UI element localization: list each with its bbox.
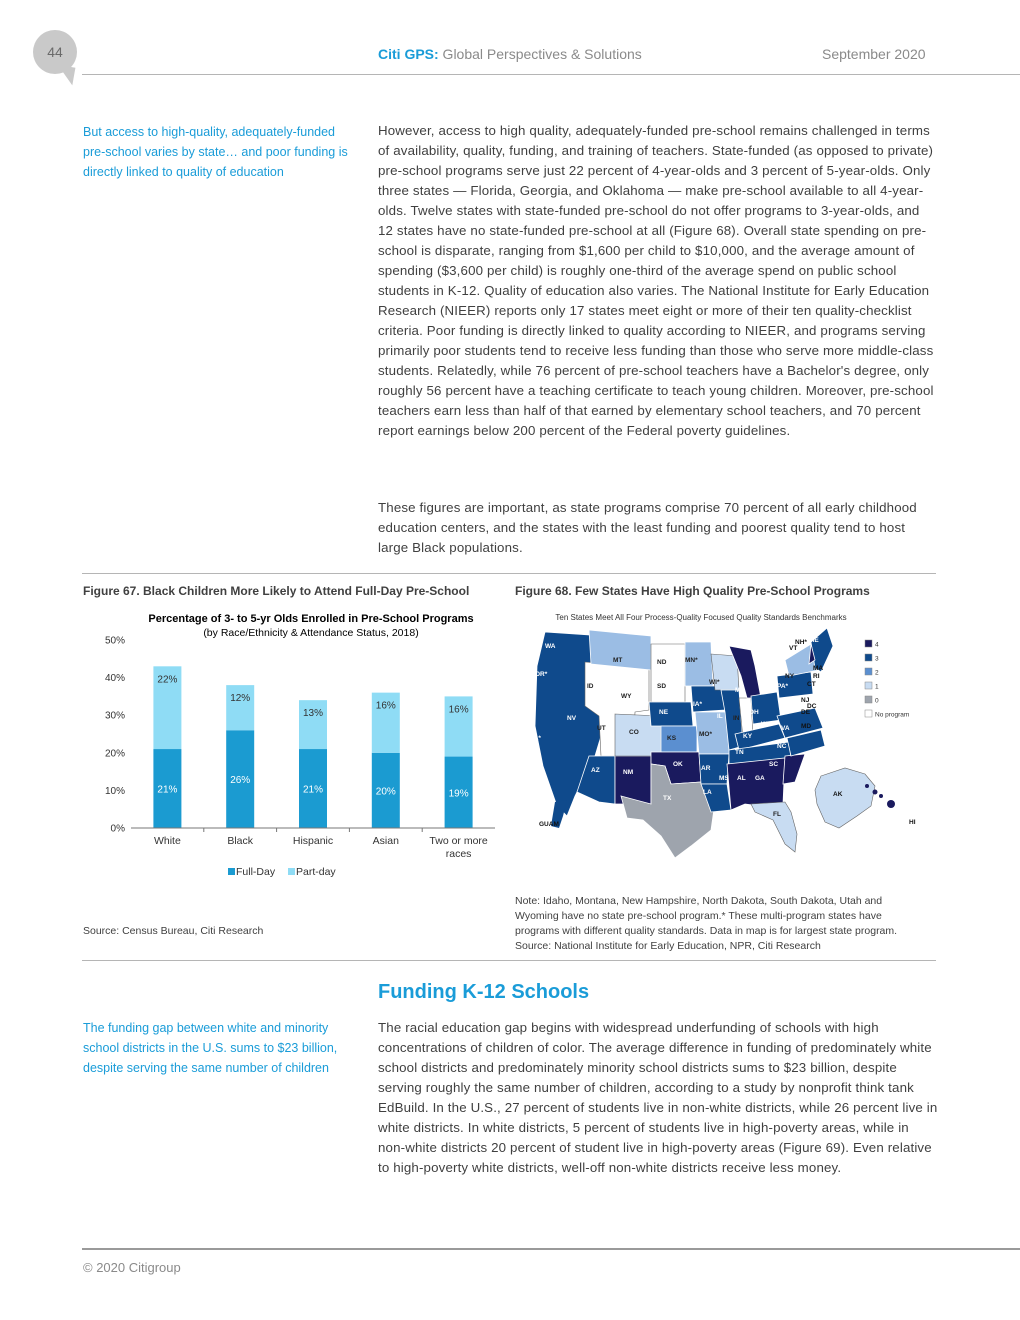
state-label: NM — [623, 769, 634, 776]
page-number: 44 — [47, 44, 63, 60]
sidenote-preschool-access: But access to high-quality, adequately-funded pre-school varies by state… and poor funding is directly linked to quality of education — [83, 125, 348, 179]
chart-legend — [228, 866, 336, 878]
map-region-nebraska — [649, 702, 693, 726]
legend-swatch — [228, 868, 235, 875]
chart-subtitle: (by Race/Ethnicity & Attendance Status, 2018) — [203, 627, 419, 639]
state-label: ND — [657, 659, 667, 666]
state-label: TN — [735, 749, 744, 756]
state-label: MA — [813, 665, 824, 672]
data-label: 13% — [302, 708, 324, 720]
figure67-title: Figure 67. Black Children More Likely to Attend Full-Day Pre-School — [83, 584, 470, 598]
state-label: AK — [833, 791, 843, 798]
page-badge-tail — [55, 65, 76, 86]
header-brand — [378, 46, 642, 62]
hawaii-island-3 — [879, 794, 883, 798]
bar-partday — [226, 685, 254, 730]
state-label: UT — [597, 725, 606, 732]
x-tick-label: White — [153, 835, 181, 847]
state-label: VT — [789, 645, 798, 652]
footer-copyright: © 2020 Citigroup — [83, 1260, 181, 1275]
brand-name: Citi GPS: — [378, 46, 439, 62]
data-label: 16% — [448, 704, 469, 716]
map-region-new-mexico — [615, 756, 651, 804]
figure67-bar-chart — [83, 606, 503, 886]
map-legend-swatch — [865, 696, 872, 703]
state-label: OK — [673, 761, 683, 768]
y-axis — [105, 636, 125, 835]
state-label: MD — [801, 723, 812, 730]
y-tick-label: 30% — [104, 710, 125, 722]
state-label: AR — [701, 765, 711, 772]
footer-rule — [82, 1248, 1020, 1250]
map-legend-swatch — [865, 682, 872, 689]
state-label: OH — [749, 709, 759, 716]
state-label: MN* — [685, 657, 698, 664]
state-label: HI — [909, 819, 916, 826]
x-tick-label: Two or more — [429, 835, 488, 847]
figures-bottom-rule — [82, 960, 936, 961]
x-axis — [131, 828, 495, 860]
map-region-dakotas — [651, 644, 685, 702]
map-legend-label: 1 — [875, 683, 879, 691]
data-label: 21% — [302, 784, 324, 796]
state-label: TX — [663, 795, 672, 802]
state-label: NH* — [795, 639, 807, 646]
state-label: DC — [807, 703, 817, 710]
map-legend-label: No program — [875, 711, 910, 719]
map-legend-swatch — [865, 668, 872, 675]
state-label: IN — [733, 715, 740, 722]
y-tick-label: 40% — [104, 673, 125, 685]
map-legend-label: 4 — [875, 641, 879, 649]
data-label: 22% — [157, 674, 178, 686]
map-region-south-carolina — [783, 754, 805, 784]
map-region-alaska — [815, 768, 875, 828]
paragraph-state-programs: These figures are important, as state programs comprise 70 percent of all early childhood education centers, and the states with the least funding and poorest quality tend to host large Black populations. — [378, 500, 917, 555]
state-label: ID — [587, 683, 594, 690]
x-tick-label: Black — [227, 835, 254, 847]
state-label: CA* — [529, 735, 541, 742]
state-label: SC — [769, 761, 779, 768]
data-label: 12% — [230, 693, 251, 705]
state-label: MT — [613, 657, 623, 664]
map-legend-swatch — [865, 710, 872, 717]
state-label: GA — [755, 775, 765, 782]
y-tick-label: 20% — [104, 748, 125, 760]
paragraph-preschool-access: However, access to high quality, adequately-funded pre-school remains challenged in terms of availability, quality, funding, and training of teachers. State-funded (as opposed to private) pre-school programs serve just 22 percent of 4-year-olds and 3 percent of 5-year-olds. Only three states — Florida, Georgia, and Oklahoma — make pre-school available to all 4-year-olds. Twelve states with state-funded pre-school do not offer programs to 3-year-olds, and 12 states have no state-funded pre-school at all (Figure 68). Overall state spending on pre-school is disparate, ranging from $1,600 per child to $10,000, and the average amount of spending ($3,600 per child) is roughly one-third of the average spend on public school students in K-12. Quality of education also varies. The National Institute for Early Education Research (NIEER) reports only 17 states meet eight or more of their ten quality-checklist criteria. Poor funding is directly linked to quality according to NIEER, and programs serving primarily poor students tend to receive less funding than those who serve more middle-class students. Relatedly, while 76 percent of pre-school teachers have a Bachelor's degree, only roughly 56 percent have a teaching certificate to teach young children. Moreover, pre-school teachers earn less than half of that earned by elementary school teachers, and 70 percent report earnings below 200 percent of the Federal poverty guidelines. — [378, 123, 934, 438]
hawaii-island-1 — [865, 784, 869, 788]
chart-title: Percentage of 3- to 5-yr Olds Enrolled in Pre-School Programs — [148, 613, 474, 625]
state-label: FL — [773, 811, 781, 818]
state-label: AL — [737, 775, 746, 782]
data-label: 19% — [448, 788, 469, 800]
section-heading-k12: Funding K-12 Schools — [378, 981, 590, 1003]
legend-swatch — [288, 868, 295, 875]
state-label: LA — [703, 789, 712, 796]
bars — [153, 666, 472, 828]
x-tick-label: Asian — [372, 835, 399, 847]
state-label: KY — [743, 733, 753, 740]
state-label: SD — [657, 683, 667, 690]
figure68-us-map — [515, 606, 935, 886]
state-label: MI — [735, 687, 743, 694]
state-label: NC — [777, 743, 787, 750]
figure67-source: Source: Census Bureau, Citi Research — [83, 925, 264, 937]
state-label: NV — [567, 715, 577, 722]
figures-top-rule — [82, 573, 936, 574]
state-label: WV — [761, 721, 772, 728]
legend-label: Part-day — [296, 866, 336, 878]
sidenote-funding-gap: The funding gap between white and minority school districts in the U.S. sums to $23 billion, despite serving the same number of children — [83, 1021, 338, 1075]
state-label: PA* — [777, 683, 789, 690]
state-label: ME — [809, 637, 819, 644]
data-label: 20% — [375, 786, 396, 798]
map-legend-label: 2 — [875, 669, 879, 677]
state-label: NY — [785, 673, 795, 680]
paragraph-k12-funding: The racial education gap begins with widespread underfunding of schools with high concentrations of children of color. The average difference in funding of predominately white school districts and predominately minority school districts sums to $23 billion, despite serving roughly the same number of children, according to a study by nonprofit think tank EdBuild. In the U.S., 27 percent of students live in non-white districts, while 26 percent live in white districts. In white districts, 5 percent of students live in high-poverty areas, while in non-white districts 20 percent of student live in high-poverty areas (Figure 69). Even relative to high-poverty white districts, well-off non-white districts receive less money. — [378, 1020, 938, 1175]
state-label: WI* — [709, 679, 720, 686]
state-label: NE — [659, 709, 669, 716]
state-label: VA — [781, 725, 790, 732]
brand-tagline: Global Perspectives & Solutions — [438, 46, 642, 62]
state-label: RI — [813, 673, 820, 680]
state-label: IA* — [693, 701, 703, 708]
map-region-montana — [589, 630, 651, 670]
state-label: CT — [807, 681, 816, 688]
map-region-florida — [751, 802, 797, 852]
header-rule — [82, 74, 1020, 75]
state-label: AZ — [591, 767, 600, 774]
map-region-ohio — [751, 692, 781, 724]
map-legend-swatch — [865, 654, 872, 661]
figure68-title: Figure 68. Few States Have High Quality Pre-School Programs — [515, 584, 870, 598]
figure68-note: Note: Idaho, Montana, New Hampshire, North Dakota, South Dakota, Utah and Wyoming have no state pre-school program.* These multi-program states have programs with different quality standards. Data in map is for largest state program. — [515, 895, 898, 937]
state-label: IL — [717, 713, 723, 720]
state-label: MS — [719, 775, 729, 782]
hawaii-island-2 — [873, 790, 878, 795]
state-label: WY — [621, 693, 632, 700]
map-legend-swatch — [865, 640, 872, 647]
state-label: CO — [629, 729, 639, 736]
state-label: MO* — [699, 731, 712, 738]
state-label: DE — [801, 709, 811, 716]
map-legend — [865, 640, 909, 719]
figure68-source: Source: National Institute for Early Education, NPR, Citi Research — [515, 940, 821, 952]
hawaii-island-4 — [887, 800, 895, 808]
data-label: 21% — [157, 784, 178, 796]
x-tick-label: races — [445, 848, 472, 860]
header-date: September 2020 — [822, 46, 926, 62]
state-label: GUAM — [539, 821, 559, 828]
y-tick-label: 50% — [104, 635, 125, 647]
legend-label: Full-Day — [236, 866, 276, 878]
y-tick-label: 10% — [104, 785, 125, 797]
state-label: OR* — [535, 671, 548, 678]
y-tick-label: 0% — [110, 823, 125, 835]
map-title: Ten States Meet All Four Process-Quality Focused Quality Standards Benchmarks — [555, 613, 847, 622]
x-tick-label: Hispanic — [292, 835, 334, 847]
map-legend-label: 0 — [875, 697, 879, 705]
data-label: 26% — [230, 775, 251, 787]
state-label: NJ — [801, 697, 810, 704]
data-label: 16% — [375, 700, 396, 712]
state-label: KS — [667, 735, 677, 742]
map-legend-label: 3 — [875, 655, 879, 663]
state-label: WA — [545, 643, 556, 650]
